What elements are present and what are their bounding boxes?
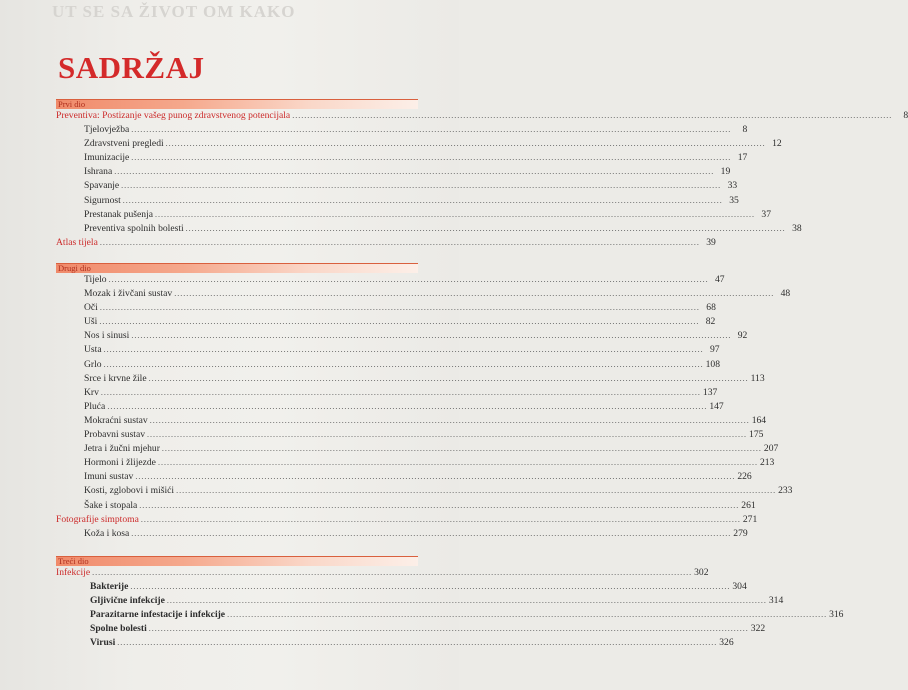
toc-entry	[56, 414, 767, 428]
toc-entry	[56, 484, 793, 498]
toc-entry-label: Koža i kosa	[84, 527, 130, 539]
toc-entry-page-number: 207	[763, 443, 779, 455]
dot-leader: ........................................................................................................................................................................................................	[108, 275, 709, 284]
toc-entry-label: Pluća	[84, 400, 106, 412]
toc-entry-label: Bakterije	[90, 581, 129, 593]
toc-entry-page-number: 302	[694, 567, 709, 578]
toc-entry	[56, 580, 747, 594]
section-heading: Drugi dio	[58, 263, 91, 273]
page-title: SADRŽAJ	[58, 50, 205, 85]
toc-entry	[56, 566, 709, 580]
toc-entry-label: Mokraćni sustav	[84, 414, 148, 426]
dot-leader: ........................................................................................................................................................................................................	[121, 181, 722, 191]
toc-entry-page-number: 48	[780, 288, 791, 300]
toc-entry-page-number: 314	[768, 595, 784, 607]
dot-leader: ........................................................................................................................................................................................................	[149, 415, 750, 425]
toc-entry-page-number: 38	[792, 222, 802, 234]
section-treci-dio	[56, 556, 844, 651]
toc-entry	[56, 608, 844, 622]
dot-leader: ........................................................................................................................................................................................................	[92, 568, 693, 577]
dot-leader: ........................................................................................................................................................................................................	[148, 373, 749, 383]
dot-leader: ........................................................................................................................................................................................................	[157, 458, 758, 468]
toc-entry-page-number: 17	[737, 152, 748, 164]
toc-entry-label: Krv	[84, 386, 99, 398]
toc-entry	[56, 329, 748, 343]
toc-entry-label: Zdravstveni pregledi	[84, 138, 164, 150]
toc-entry-label: Preventiva: Postizanje vašeg punog zdravstvenog potencijala	[56, 110, 291, 121]
toc-entry-page-number: 137	[702, 386, 718, 398]
toc-list	[56, 273, 793, 541]
toc-entry-page-number: 147	[709, 400, 724, 412]
toc-entry-page-number: 35	[729, 194, 739, 206]
toc-entry	[56, 179, 738, 193]
toc-entry	[56, 343, 720, 357]
dot-leader: ........................................................................................................................................................................................................	[155, 209, 756, 219]
toc-entry	[56, 372, 765, 386]
dot-leader: ........................................................................................................................................................................................................	[117, 638, 718, 648]
section-heading-band	[56, 99, 418, 109]
dot-leader: ........................................................................................................................................................................................................	[131, 153, 732, 163]
dot-leader: ........................................................................................................................................................................................................	[99, 317, 700, 327]
toc-entry	[56, 236, 716, 250]
dot-leader: ........................................................................................................................................................................................................	[103, 359, 704, 369]
dot-leader: ........................................................................................................................................................................................................	[165, 139, 766, 149]
toc-entry	[56, 527, 748, 541]
toc-entry-page-number: 12	[772, 138, 782, 150]
dot-leader: ........................................................................................................................................................................................................	[122, 195, 723, 205]
section-drugi-dio	[56, 263, 793, 541]
section-prvi-dio	[56, 99, 908, 250]
toc-entry-label: Jetra i žučni mjehur	[84, 443, 160, 455]
toc-entry-page-number: 304	[732, 581, 747, 593]
dot-leader: ........................................................................................................................................................................................................	[100, 387, 701, 397]
toc-entry-page-number: 82	[705, 316, 716, 328]
section-heading: Treći dio	[58, 556, 89, 566]
dot-leader: ........................................................................................................................................................................................................	[176, 486, 777, 496]
toc-entry-label: Prestanak pušenja	[84, 208, 154, 220]
toc-entry-label: Sigurnost	[84, 194, 121, 206]
toc-entry-label: Imunizacije	[84, 152, 130, 164]
toc-entry-page-number: 8	[903, 110, 908, 121]
dot-leader: ........................................................................................................................................................................................................	[131, 528, 732, 538]
dot-leader: ........................................................................................................................................................................................................	[135, 472, 736, 482]
toc-entry-label: Tjelovježba	[84, 124, 130, 136]
dot-leader: ........................................................................................................................................................................................................	[131, 331, 732, 341]
dot-leader: ........................................................................................................................................................................................................	[227, 610, 828, 620]
toc-entry	[56, 151, 748, 165]
toc-entry	[56, 315, 716, 329]
toc-entry	[56, 400, 724, 414]
toc-entry	[56, 636, 734, 650]
toc-entry	[56, 165, 731, 179]
toc-entry-label: Grlo	[84, 358, 102, 370]
toc-entry-page-number: 326	[719, 637, 734, 649]
dot-leader: ........................................................................................................................................................................................................	[161, 444, 762, 454]
toc-entry	[56, 358, 720, 372]
toc-entry-page-number: 213	[759, 457, 775, 469]
toc-entry-page-number: 233	[778, 485, 793, 497]
toc-entry-page-number: 175	[749, 429, 764, 441]
toc-entry-page-number: 108	[705, 358, 720, 370]
section-heading-band	[56, 263, 418, 273]
toc-entry-label: Gljivične infekcije	[90, 595, 165, 607]
dot-leader: ........................................................................................................................................................................................................	[114, 167, 715, 177]
toc-entry-label: Usta	[84, 344, 102, 356]
dot-leader: ........................................................................................................................................................................................................	[148, 624, 749, 634]
toc-entry-label: Spavanje	[84, 180, 120, 192]
toc-entry-page-number: 271	[742, 513, 758, 525]
dot-leader: ........................................................................................................................................................................................................	[292, 111, 893, 120]
toc-entry-label: Šake i stopala	[84, 499, 138, 511]
toc-entry-page-number: 37	[761, 208, 772, 220]
dot-leader: ........................................................................................................................................................................................................	[140, 514, 741, 524]
dot-leader: ........................................................................................................................................................................................................	[166, 596, 767, 606]
toc-entry-label: Ishrana	[84, 166, 113, 178]
toc-entry-label: Srce i krvne žile	[84, 372, 147, 384]
toc-entry-label: Hormoni i žlijezde	[84, 457, 156, 469]
toc-entry	[56, 428, 764, 442]
toc-entry-label: Kosti, zglobovi i mišići	[84, 485, 175, 497]
toc-entry-page-number: 279	[733, 527, 748, 539]
dot-leader: ........................................................................................................................................................................................................	[99, 237, 700, 247]
toc-entry-label: Tijelo	[84, 274, 107, 285]
dot-leader: ........................................................................................................................................................................................................	[99, 303, 700, 313]
toc-entry-label: Probavni sustav	[84, 429, 146, 441]
toc-entry	[56, 470, 752, 484]
toc-list	[56, 109, 908, 250]
toc-entry-page-number: 226	[737, 471, 752, 483]
dot-leader: ........................................................................................................................................................................................................	[107, 401, 708, 411]
toc-entry-label: Uši	[84, 316, 98, 328]
toc-entry	[56, 123, 748, 137]
toc-entry	[56, 301, 716, 315]
toc-entry-label: Fotografije simptoma	[56, 513, 139, 525]
toc-entry-label: Atlas tijela	[56, 236, 98, 248]
toc-entry	[56, 499, 756, 513]
toc-entry-page-number: 164	[751, 414, 767, 426]
toc-entry-label: Preventiva spolnih bolesti	[84, 222, 184, 234]
toc-entry	[56, 456, 775, 470]
dot-leader: ........................................................................................................................................................................................................	[185, 223, 786, 233]
toc-list	[56, 566, 844, 651]
toc-entry-page-number: 8	[742, 124, 748, 136]
toc-entry-label: Oči	[84, 302, 98, 314]
toc-entry-page-number: 316	[829, 609, 844, 621]
toc-entry	[56, 386, 718, 400]
dot-leader: ........................................................................................................................................................................................................	[139, 500, 740, 510]
dot-leader: ........................................................................................................................................................................................................	[147, 430, 748, 440]
bleed-through-header: UT SE SA ŽIVOT OM KAKO	[52, 2, 296, 21]
toc-entry	[56, 442, 779, 456]
toc-entry-page-number: 19	[720, 166, 731, 178]
toc-entry-label: Mozak i živčani sustav	[84, 288, 173, 300]
toc-entry-page-number: 33	[727, 180, 738, 192]
toc-entry	[56, 622, 766, 636]
dot-leader: ........................................................................................................................................................................................................	[131, 125, 732, 135]
toc-entry-label: Infekcije	[56, 567, 91, 578]
toc-entry-page-number: 39	[706, 236, 716, 248]
section-heading: Prvi dio	[58, 99, 86, 109]
toc-entry-label: Imuni sustav	[84, 471, 134, 483]
toc-entry-label: Spolne bolesti	[90, 623, 147, 635]
toc-entry-page-number: 97	[710, 344, 720, 356]
toc-entry	[56, 594, 784, 608]
toc-entry	[56, 137, 782, 151]
dot-leader: ........................................................................................................................................................................................................	[174, 289, 775, 299]
toc-entry-page-number: 261	[741, 499, 756, 511]
toc-entry	[56, 222, 802, 236]
toc-entry-page-number: 92	[737, 330, 748, 342]
toc-entry	[56, 208, 772, 222]
toc-entry-page-number: 113	[750, 372, 765, 384]
toc-entry	[56, 109, 908, 123]
section-heading-band	[56, 556, 418, 566]
toc-entry-label: Nos i sinusi	[84, 330, 130, 342]
toc-entry	[56, 273, 725, 287]
toc-entry	[56, 194, 739, 208]
toc-entry-label: Virusi	[90, 637, 116, 649]
toc-entry-page-number: 47	[714, 274, 725, 285]
toc-entry-page-number: 68	[706, 302, 716, 314]
dot-leader: ........................................................................................................................................................................................................	[103, 345, 704, 355]
toc-entry	[56, 513, 758, 527]
dot-leader: ........................................................................................................................................................................................................	[130, 582, 731, 592]
toc-entry-label: Parazitarne infestacije i infekcije	[90, 609, 226, 621]
toc-entry-page-number: 322	[750, 623, 766, 635]
toc-entry	[56, 287, 791, 301]
